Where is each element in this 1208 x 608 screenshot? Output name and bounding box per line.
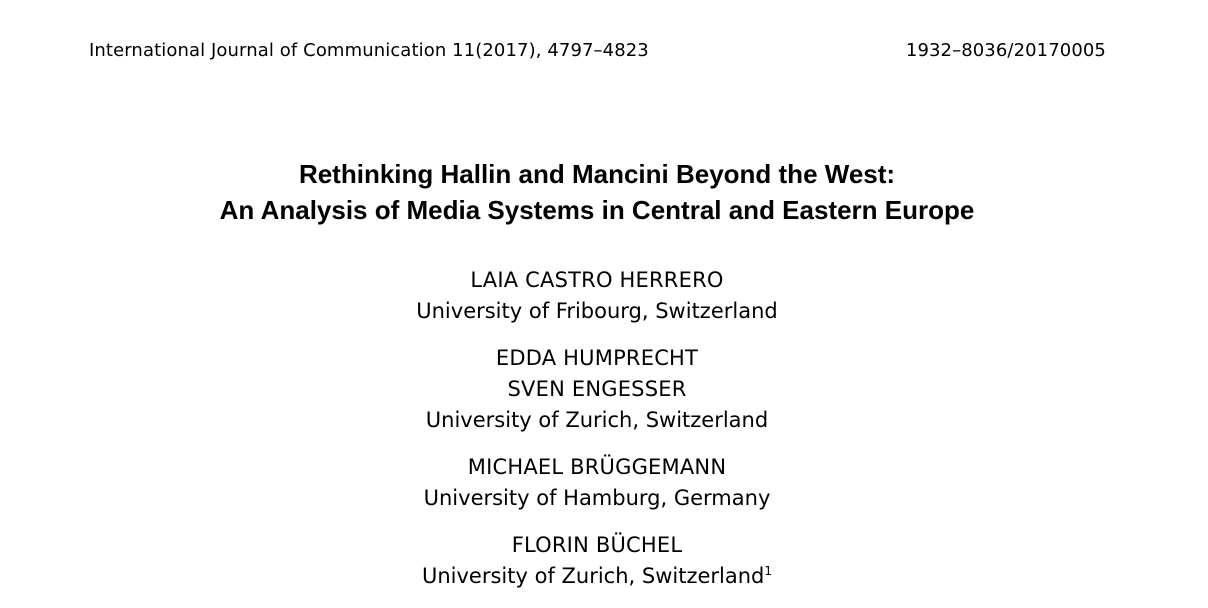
author-group [0, 452, 1194, 514]
author-affiliation: University of Hamburg, Germany [423, 486, 771, 510]
author-group [0, 530, 1194, 592]
author-affiliation: University of Zurich, Switzerland [425, 408, 769, 432]
author-name: SVEN ENGESSER [507, 377, 687, 401]
author-name: EDDA HUMPRECHT [495, 346, 699, 370]
author-group [0, 265, 1194, 327]
author-group [0, 343, 1194, 436]
article-title [0, 156, 1194, 228]
author-list [0, 265, 1194, 608]
title-line-2: An Analysis of Media Systems in Central and Eastern Europe [219, 195, 975, 225]
author-affiliation: University of Fribourg, Switzerland [416, 299, 778, 323]
footnote-marker[interactable]: 1 [764, 564, 773, 578]
author-affiliation [0, 561, 1194, 592]
author-name: MICHAEL BRÜGGEMANN [467, 455, 727, 479]
affiliation-text: University of Zurich, Switzerland [421, 564, 765, 588]
author-name: LAIA CASTRO HERRERO [470, 268, 724, 292]
title-line-1: Rethinking Hallin and Mancini Beyond the West: [298, 159, 896, 189]
issn: 1932–8036/20170005 [905, 40, 1106, 61]
author-name: FLORIN BÜCHEL [511, 533, 683, 557]
running-head [89, 38, 1106, 64]
journal-citation: International Journal of Communication 11(2017), 4797–4823 [89, 40, 649, 61]
